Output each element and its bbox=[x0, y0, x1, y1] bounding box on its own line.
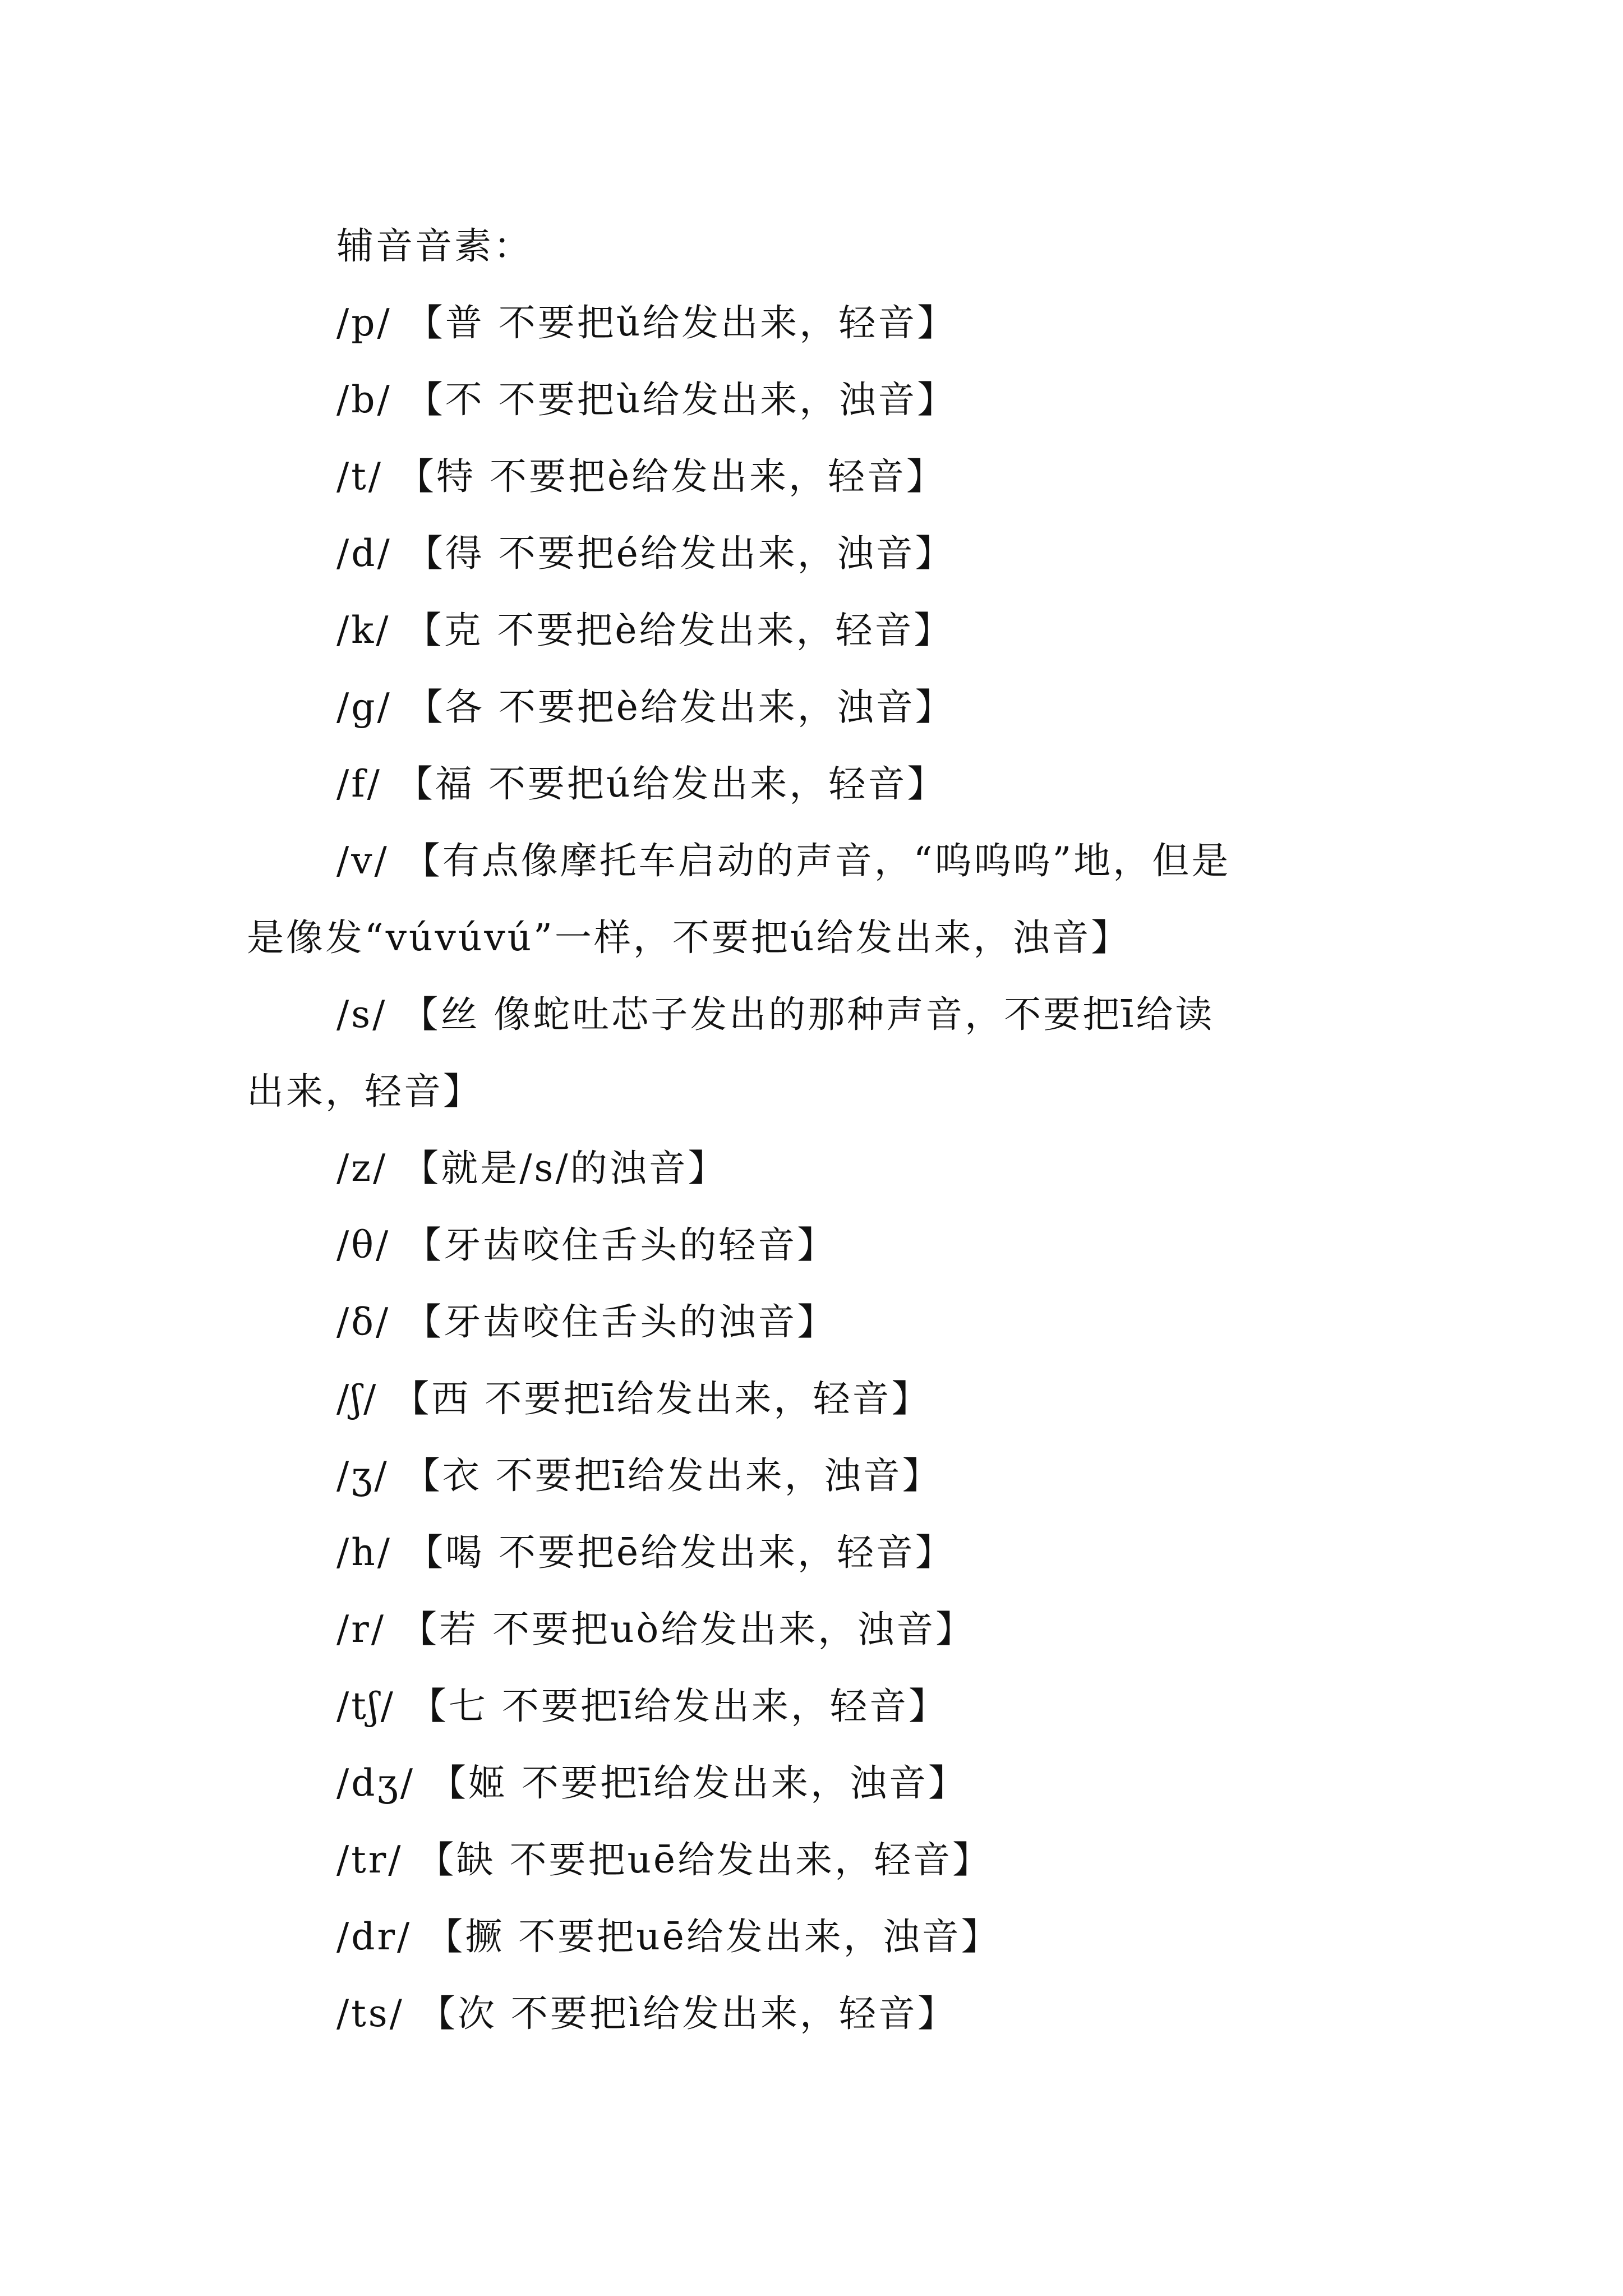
phoneme-entry-d bbox=[247, 515, 1391, 592]
phoneme-description: 【不 不要把ù给发出来，浊音】 bbox=[405, 378, 957, 421]
phoneme-symbol: /θ/ bbox=[336, 1223, 391, 1267]
phoneme-entry-dr bbox=[247, 1898, 1391, 1975]
phoneme-description: 【牙齿咬住舌头的浊音】 bbox=[404, 1300, 837, 1343]
phoneme-entry-p bbox=[247, 284, 1391, 361]
phoneme-symbol: /g/ bbox=[336, 685, 392, 729]
paragraph-line: 出来，轻音】 bbox=[247, 1070, 482, 1113]
phoneme-entry-g bbox=[247, 669, 1391, 746]
phoneme-description: 【七 不要把ī给发出来，轻音】 bbox=[409, 1685, 948, 1728]
paragraph-line: /s/ 【丝 像蛇吐芯子发出的那种声音，不要把ī给读 bbox=[336, 993, 1215, 1036]
phoneme-description: 【各 不要把è给发出来，浊音】 bbox=[405, 685, 955, 729]
phoneme-symbol: /r/ bbox=[336, 1608, 386, 1651]
phoneme-entry-z bbox=[247, 1130, 1391, 1207]
phoneme-symbol: /f/ bbox=[336, 762, 382, 806]
phoneme-entry-eth bbox=[247, 1283, 1391, 1360]
paragraph-line: /v/ 【有点像摩托车启动的声音，“呜呜呜”地，但是 bbox=[336, 839, 1231, 882]
phoneme-entry-r bbox=[247, 1591, 1391, 1668]
phoneme-symbol: /k/ bbox=[336, 609, 391, 652]
phoneme-description: 【喝 不要把ē给发出来，轻音】 bbox=[405, 1531, 955, 1574]
phoneme-symbol: /ʃ/ bbox=[336, 1377, 379, 1420]
phoneme-description: 【衣 不要把ī给发出来，浊音】 bbox=[403, 1454, 942, 1497]
phoneme-symbol: /dr/ bbox=[336, 1915, 412, 1958]
phoneme-description: 【缺 不要把uē给发出来，轻音】 bbox=[417, 1838, 992, 1881]
section-heading: 辅音音素： bbox=[336, 224, 533, 268]
phoneme-symbol: /tʃ/ bbox=[336, 1685, 395, 1728]
phoneme-symbol: /d/ bbox=[336, 532, 392, 575]
phoneme-description: 【若 不要把uò给发出来，浊音】 bbox=[400, 1608, 975, 1651]
phoneme-entry-ts bbox=[247, 1975, 1391, 2052]
phoneme-symbol: /ts/ bbox=[336, 1992, 404, 2035]
phoneme-entry-k bbox=[247, 592, 1391, 669]
phoneme-description: 【西 不要把ī给发出来，轻音】 bbox=[392, 1377, 931, 1420]
phoneme-entry-theta bbox=[247, 1207, 1391, 1283]
phoneme-symbol: /ʒ/ bbox=[336, 1454, 389, 1497]
phoneme-entry-tsh bbox=[247, 1668, 1391, 1745]
phoneme-entry-dzh bbox=[247, 1745, 1391, 1821]
phoneme-entry-s bbox=[247, 976, 1391, 1130]
phoneme-entry-f bbox=[247, 746, 1391, 822]
phoneme-symbol: /tr/ bbox=[336, 1838, 403, 1881]
phoneme-symbol: /p/ bbox=[336, 301, 392, 344]
phoneme-symbol: /h/ bbox=[336, 1531, 392, 1574]
phoneme-description: 【福 不要把ú给发出来，轻音】 bbox=[395, 762, 947, 806]
phoneme-symbol: /z/ bbox=[336, 1147, 388, 1190]
phoneme-description: 【撅 不要把uē给发出来，浊音】 bbox=[426, 1915, 1000, 1958]
phoneme-description: 【克 不要把è给发出来，轻音】 bbox=[404, 609, 953, 652]
phoneme-entry-ezh bbox=[247, 1437, 1391, 1514]
phoneme-entry-tr bbox=[247, 1821, 1391, 1898]
phoneme-symbol: /b/ bbox=[336, 378, 392, 421]
phoneme-description: 【姬 不要把ī给发出来，浊音】 bbox=[428, 1761, 968, 1805]
phoneme-description: 【得 不要把é给发出来，浊音】 bbox=[405, 532, 955, 575]
document-body bbox=[247, 208, 1391, 2052]
phoneme-symbol: /t/ bbox=[336, 455, 383, 498]
phoneme-description: 【就是/s/的浊音】 bbox=[402, 1147, 727, 1190]
phoneme-description: 【牙齿咬住舌头的轻音】 bbox=[404, 1223, 837, 1267]
phoneme-entry-v bbox=[247, 822, 1391, 976]
phoneme-description: 【次 不要把ì给发出来，轻音】 bbox=[418, 1992, 957, 2035]
phoneme-description: 【普 不要把ǔ给发出来，轻音】 bbox=[405, 301, 957, 344]
phoneme-entry-esh bbox=[247, 1360, 1391, 1437]
phoneme-symbol: /δ/ bbox=[336, 1300, 391, 1343]
phoneme-entry-b bbox=[247, 361, 1391, 438]
phoneme-description: 【特 不要把è给发出来，轻音】 bbox=[396, 455, 946, 498]
phoneme-symbol: /dʒ/ bbox=[336, 1761, 415, 1805]
phoneme-entry-h bbox=[247, 1514, 1391, 1591]
phoneme-entry-t bbox=[247, 438, 1391, 515]
paragraph-line: 是像发“vúvúvú”一样，不要把ú给发出来，浊音】 bbox=[247, 916, 1131, 959]
